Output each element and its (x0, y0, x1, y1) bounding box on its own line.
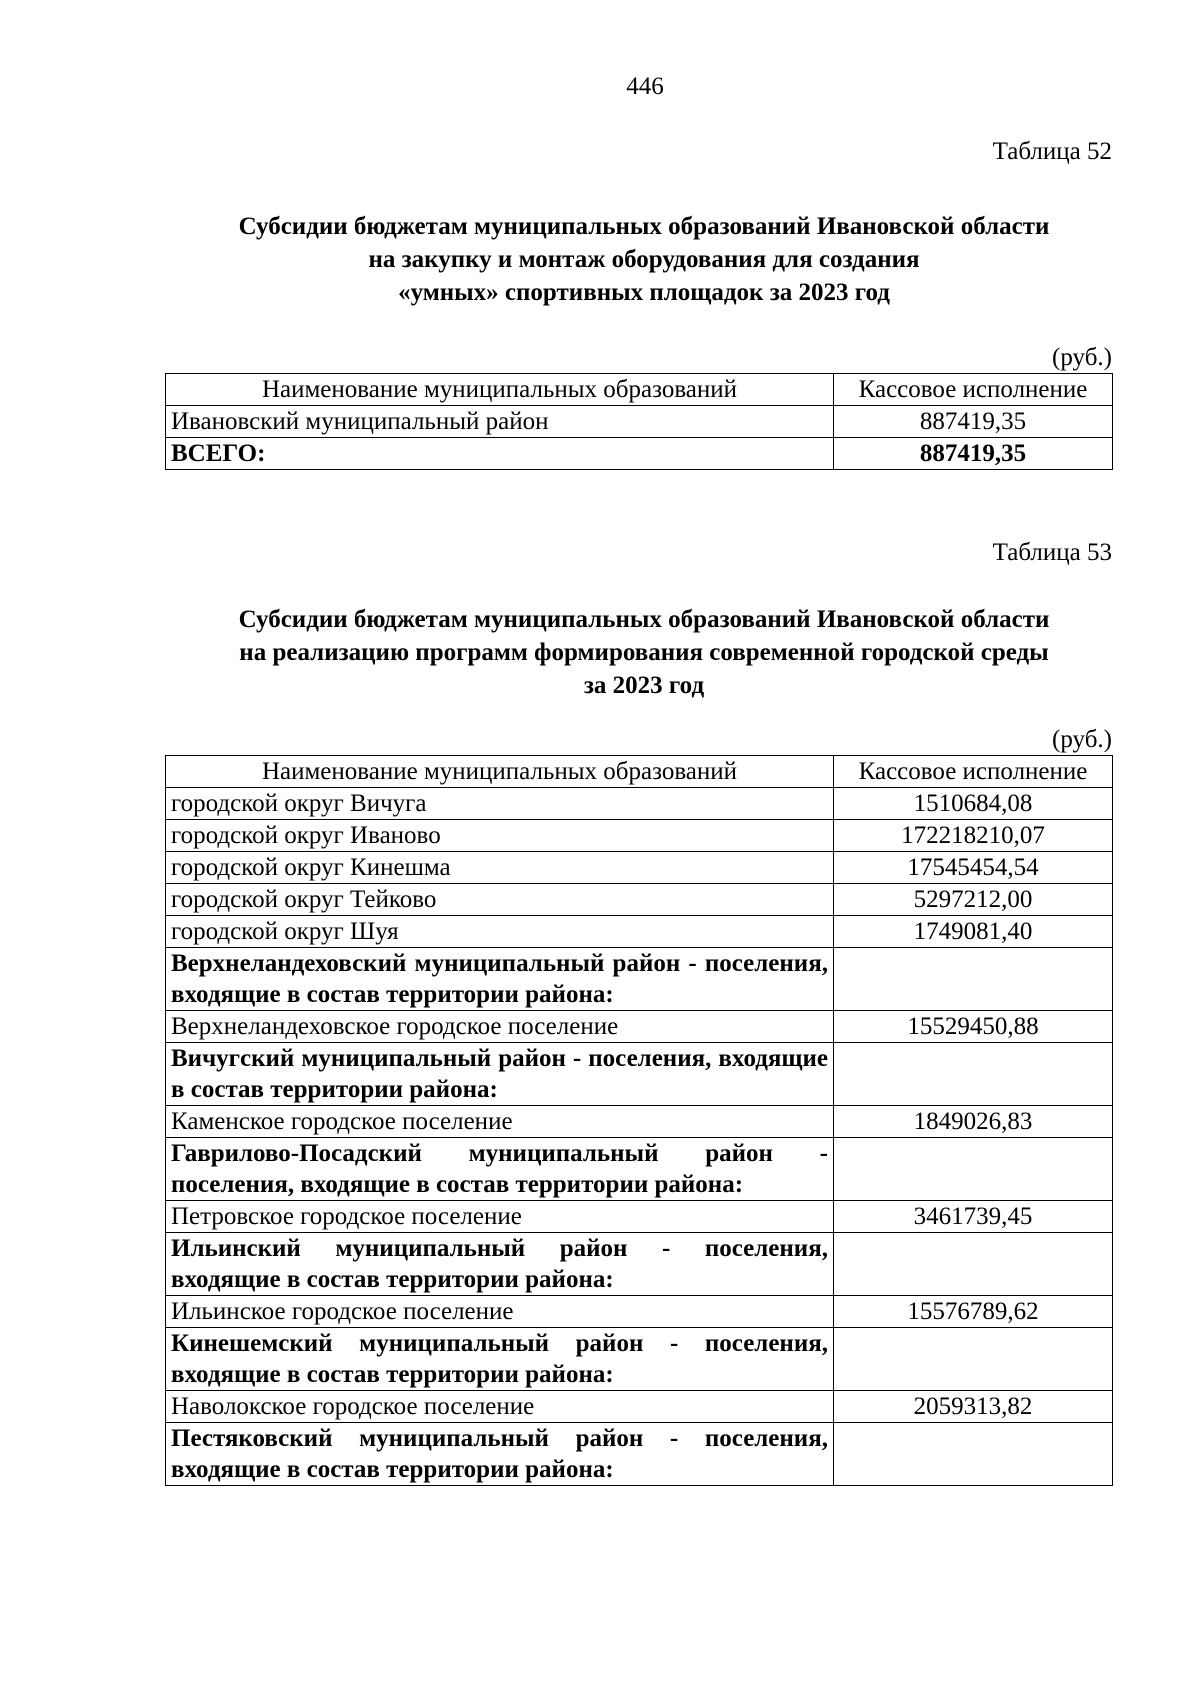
row-sum-cell (834, 1138, 1113, 1201)
table-group-row (166, 1138, 1113, 1201)
table-53-title-line: на реализацию программ формирования современной городской среды (239, 639, 1049, 666)
row-sum-cell: 17545454,54 (834, 852, 1113, 884)
table-row (166, 884, 1113, 916)
row-sum-cell: 5297212,00 (834, 884, 1113, 916)
table-52-title-line: Субсидии бюджетам муниципальных образований Ивановской области (238, 213, 1050, 240)
row-sum-cell (834, 1233, 1113, 1296)
table-52 (165, 373, 1113, 470)
row-sum-cell: 1849026,83 (834, 1106, 1113, 1138)
table-row (166, 820, 1113, 852)
row-sum-cell: 3461739,45 (834, 1201, 1113, 1233)
total-sum-cell: 887419,35 (834, 438, 1113, 470)
table-52-unit: (руб.) (1052, 344, 1112, 371)
row-sum-cell: 15529450,88 (834, 1011, 1113, 1043)
table-row (166, 1391, 1113, 1423)
table-row (166, 1011, 1113, 1043)
row-sum-cell: 887419,35 (834, 406, 1113, 438)
table-row (166, 1106, 1113, 1138)
table-group-row (166, 1423, 1113, 1486)
row-sum-cell: 15576789,62 (834, 1296, 1113, 1328)
header-sum-cell: Кассовое исполнение (834, 374, 1113, 406)
table-53-title-line: за 2023 год (583, 672, 705, 699)
total-name-cell: ВСЕГО: (166, 438, 834, 470)
row-sum-cell (834, 1043, 1113, 1106)
table-53-unit: (руб.) (1052, 726, 1112, 753)
table-row (166, 1296, 1113, 1328)
row-sum-cell: 1749081,40 (834, 916, 1113, 948)
group-name-cell: Пестяковский муниципальный район - поселения, входящие в состав территории района: (166, 1423, 834, 1486)
table-53-title-line: Субсидии бюджетам муниципальных образований Ивановской области (238, 606, 1050, 633)
header-name-cell: Наименование муниципальных образований (166, 374, 834, 406)
table-row (166, 788, 1113, 820)
table-group-row (166, 948, 1113, 1011)
table-53 (165, 755, 1113, 1486)
table-group-row (166, 1233, 1113, 1296)
table-row (166, 406, 1113, 438)
row-name-cell: Каменское городское поселение (166, 1106, 834, 1138)
table-header-row (166, 756, 1113, 788)
table-53-caption: Таблица 53 (992, 539, 1112, 566)
table-52-caption: Таблица 52 (992, 138, 1112, 165)
table-row (166, 852, 1113, 884)
group-name-cell: Верхнеландеховский муниципальный район - поселения, входящие в состав территории района: (166, 948, 834, 1011)
row-name-cell: городской округ Иваново (166, 820, 834, 852)
table-group-row (166, 1043, 1113, 1106)
page-number: 446 (626, 73, 664, 100)
row-name-cell: Петровское городское поселение (166, 1201, 834, 1233)
table-52-title-line: «умных» спортивных площадок за 2023 год (398, 279, 890, 306)
row-name-cell: Ильинское городское поселение (166, 1296, 834, 1328)
table-53-title (165, 603, 1123, 702)
table-row (166, 916, 1113, 948)
table-total-row (166, 438, 1113, 470)
row-sum-cell: 2059313,82 (834, 1391, 1113, 1423)
row-sum-cell (834, 1423, 1113, 1486)
header-sum-cell: Кассовое исполнение (834, 756, 1113, 788)
group-name-cell: Ильинский муниципальный район - поселения, входящие в состав территории района: (166, 1233, 834, 1296)
table-header-row (166, 374, 1113, 406)
row-name-cell: Верхнеландеховское городское поселение (166, 1011, 834, 1043)
row-name-cell: городской округ Кинешма (166, 852, 834, 884)
row-name-cell: городской округ Тейково (166, 884, 834, 916)
row-name-cell: Наволокское городское поселение (166, 1391, 834, 1423)
header-name-cell: Наименование муниципальных образований (166, 756, 834, 788)
table-row (166, 1201, 1113, 1233)
row-sum-cell (834, 1328, 1113, 1391)
row-name-cell: городской округ Шуя (166, 916, 834, 948)
row-sum-cell: 1510684,08 (834, 788, 1113, 820)
group-name-cell: Кинешемский муниципальный район - поселения, входящие в состав территории района: (166, 1328, 834, 1391)
row-sum-cell (834, 948, 1113, 1011)
row-name-cell: Ивановский муниципальный район (166, 406, 834, 438)
group-name-cell: Вичугский муниципальный район - поселения, входящие в состав территории района: (166, 1043, 834, 1106)
row-sum-cell: 172218210,07 (834, 820, 1113, 852)
group-name-cell: Гаврилово-Посадский муниципальный район - поселения, входящие в состав территории района: (166, 1138, 834, 1201)
table-group-row (166, 1328, 1113, 1391)
row-name-cell: городской округ Вичуга (166, 788, 834, 820)
table-52-title-line: на закупку и монтаж оборудования для создания (368, 246, 920, 273)
table-52-title (165, 210, 1123, 309)
